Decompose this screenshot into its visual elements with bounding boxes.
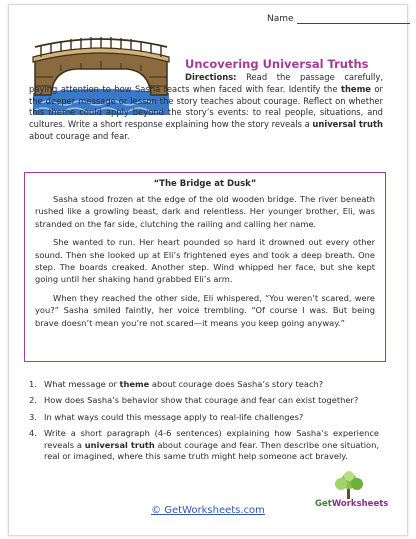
- directions-part3: about courage and fear.: [29, 130, 130, 141]
- directions-universal-truth-keyword: universal truth: [312, 119, 383, 130]
- question-text: How does Sasha’s behavior show that courage and fear can exist together?: [44, 395, 359, 406]
- getworksheets-logo: [315, 471, 395, 527]
- question-text: What message or theme about courage does Sasha’s story teach?: [44, 379, 324, 389]
- question-text: In what ways could this message apply to real-life challenges?: [44, 411, 304, 422]
- question-number: 4.: [29, 427, 37, 438]
- question-item: [29, 379, 379, 391]
- question-text: Write a short paragraph (4-6 sentences) explaining how Sasha’s experience reveals a universal truth about courage and fear. Then describe one situation, real or imagined, where this same truth might help someone act bravely.: [44, 427, 379, 462]
- directions-label: Directions:: [185, 72, 237, 82]
- story-paragraph: Sasha stood frozen at the edge of the old wooden bridge. The river beneath rushed like a growling beast, dark and relentless. Her younger brother, Eli, was stranded on the far side, clutching the railing and calling her name.: [35, 194, 375, 229]
- directions-part1: Read the passage carefully, paying attention to how Sasha reacts when faced with fear. Identify the: [29, 72, 383, 94]
- directions-theme-keyword: theme: [340, 83, 371, 94]
- story-paragraph: When they reached the other side, Eli whispered, “You weren’t scared, were you?” Sasha smiled faintly, her voice trembling. “Of course I was. But being brave doesn’t mean you’re not scared—it means you keep going anyway.”: [35, 292, 375, 328]
- story-title: “The Bridge at Dusk”: [153, 179, 257, 189]
- name-field[interactable]: [267, 13, 410, 24]
- question-item: [29, 428, 379, 463]
- question-item: [29, 395, 379, 407]
- question-list: [29, 379, 379, 468]
- question-item: [29, 412, 379, 424]
- worksheet-title: Uncovering Universal Truths: [185, 57, 369, 71]
- logo-wordmark: GetWorksheets: [315, 499, 389, 509]
- getworksheets-link[interactable]: © GetWorksheets.com: [151, 505, 265, 516]
- directions-text: [29, 72, 383, 143]
- directions-part2: or the deeper message or lesson the story teaches about courage. Reflect on whether this theme could apply beyond the story’s events: to real people, situations, and cultures. Write a short response explaining how the story reveals a: [29, 83, 383, 130]
- question-number: 1.: [29, 379, 37, 389]
- name-label: Name: [267, 14, 294, 24]
- tree-icon: [319, 471, 379, 501]
- story-paragraph: She wanted to run. Her heart pounded so hard it drowned out every other sound. Then she looked up at Eli’s frightened eyes and took a deep breath. One step. The boards creaked. Another step. Wind whipped her face, but she kept going until her shaking hand grabbed Eli’s arm.: [35, 237, 375, 285]
- name-blank-line[interactable]: [297, 13, 410, 24]
- question-number: 3.: [29, 411, 37, 422]
- question-number: 2.: [29, 395, 37, 406]
- story-box: [24, 172, 386, 362]
- worksheet-page: [8, 4, 408, 536]
